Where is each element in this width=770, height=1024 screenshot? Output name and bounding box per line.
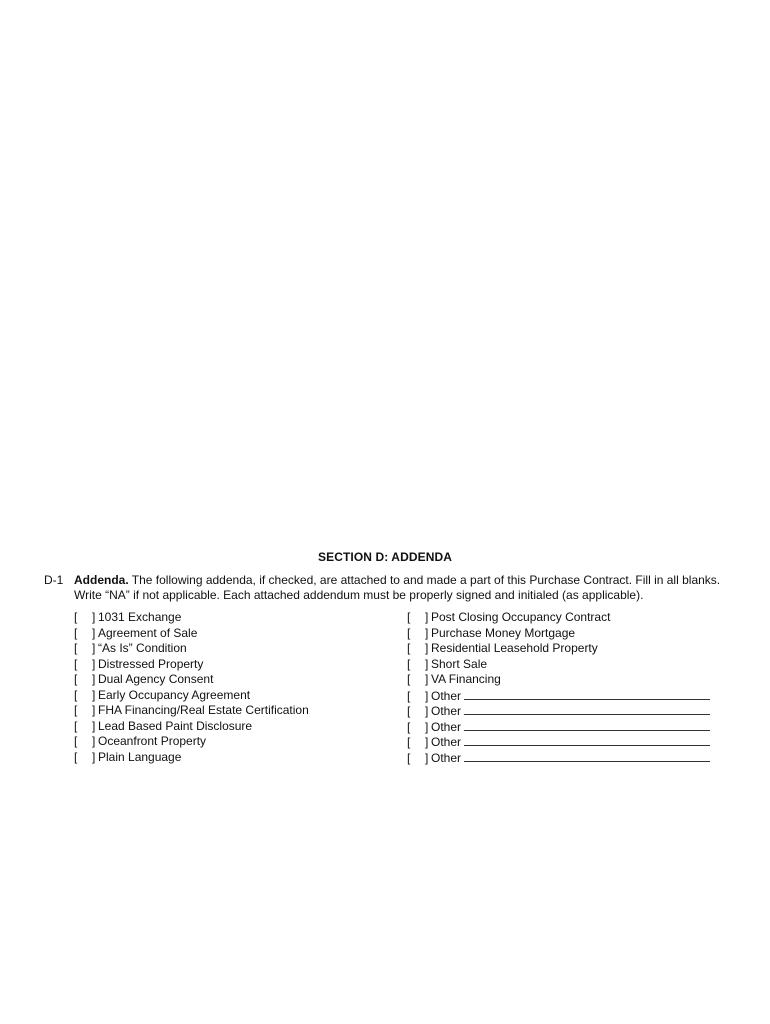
right-addenda-column	[407, 610, 717, 764]
addendum-label: Post Closing Occupancy Contract	[431, 610, 611, 624]
checkbox-close[interactable]: ]	[92, 734, 96, 748]
addendum-checkbox-row[interactable]	[74, 734, 374, 750]
addendum-checkbox-row[interactable]	[407, 657, 717, 673]
addendum-checkbox-row[interactable]	[407, 626, 717, 642]
addendum-checkbox-row[interactable]	[407, 688, 717, 704]
addendum-label: Plain Language	[98, 749, 182, 764]
checkbox-close[interactable]: ]	[92, 687, 96, 702]
addendum-label: Other	[431, 704, 462, 718]
addendum-checkbox-row[interactable]	[74, 657, 374, 673]
checkbox-close[interactable]: ]	[425, 735, 429, 749]
addendum-label: Other	[431, 750, 462, 765]
addenda-intro-line2: Write “NA” if not applicable. Each attached addendum must be properly signed and initialed (as applicable).	[74, 588, 644, 602]
addendum-label: Oceanfront Property	[98, 734, 207, 748]
checkbox-close[interactable]: ]	[425, 688, 429, 703]
checkbox-open[interactable]: [	[407, 625, 411, 640]
addendum-checkbox-row[interactable]	[407, 750, 717, 764]
checkbox-close[interactable]: ]	[92, 718, 96, 733]
addendum-checkbox-row[interactable]	[407, 641, 717, 657]
section-number: D-1	[44, 573, 64, 587]
addendum-checkbox-row[interactable]	[407, 672, 717, 688]
addendum-checkbox-row[interactable]	[407, 734, 717, 750]
checkbox-open[interactable]: [	[407, 735, 411, 749]
checkbox-open[interactable]: [	[74, 718, 78, 733]
checkbox-close[interactable]: ]	[92, 656, 96, 671]
addendum-label: Distressed Property	[98, 656, 204, 671]
addendum-checkbox-row[interactable]	[74, 688, 374, 704]
addendum-label: Agreement of Sale	[98, 625, 198, 640]
checkbox-open[interactable]: [	[407, 688, 411, 703]
addendum-checkbox-row[interactable]	[74, 719, 374, 735]
left-addenda-column	[74, 610, 374, 764]
addendum-checkbox-row[interactable]	[74, 610, 374, 626]
addendum-label: Dual Agency Consent	[98, 672, 214, 686]
addendum-label: VA Financing	[431, 672, 501, 686]
addendum-label: Early Occupancy Agreement	[98, 687, 251, 702]
addendum-checkbox-row[interactable]	[74, 626, 374, 642]
checkbox-close[interactable]: ]	[425, 672, 429, 686]
checkbox-close[interactable]: ]	[92, 749, 96, 764]
checkbox-open[interactable]: [	[74, 703, 78, 717]
checkbox-open[interactable]: [	[407, 750, 411, 765]
checkbox-open[interactable]: [	[407, 719, 411, 734]
addenda-heading: Addenda.	[74, 573, 129, 587]
checkbox-open[interactable]: [	[74, 610, 78, 624]
addendum-label: 1031 Exchange	[98, 610, 182, 624]
addendum-label: Other	[431, 688, 462, 703]
addendum-checkbox-row[interactable]	[407, 719, 717, 735]
checkbox-open[interactable]: [	[74, 672, 78, 686]
addendum-label: “As Is” Condition	[98, 641, 187, 655]
checkbox-open[interactable]: [	[74, 687, 78, 702]
addendum-label: Other	[431, 719, 462, 734]
checkbox-open[interactable]: [	[74, 734, 78, 748]
addenda-intro-line1: The following addenda, if checked, are attached to and made a part of this Purchase Contract. Fill in all blanks.	[128, 573, 721, 587]
addendum-label: Purchase Money Mortgage	[431, 625, 576, 640]
checkbox-close[interactable]: ]	[425, 704, 429, 718]
other-addendum-blank[interactable]	[464, 688, 710, 700]
other-addendum-blank[interactable]	[464, 719, 710, 731]
checkbox-open[interactable]: [	[74, 625, 78, 640]
checkbox-open[interactable]: [	[407, 656, 411, 671]
checkbox-open[interactable]: [	[407, 610, 411, 624]
checkbox-close[interactable]: ]	[425, 656, 429, 671]
addendum-checkbox-row[interactable]	[74, 641, 374, 657]
addendum-label: Lead Based Paint Disclosure	[98, 718, 253, 733]
checkbox-close[interactable]: ]	[92, 672, 96, 686]
checkbox-close[interactable]: ]	[92, 641, 96, 655]
checkbox-open[interactable]: [	[407, 672, 411, 686]
addenda-paragraph	[74, 573, 734, 603]
checkbox-close[interactable]: ]	[425, 641, 429, 655]
checkbox-open[interactable]: [	[74, 641, 78, 655]
checkbox-close[interactable]: ]	[92, 703, 96, 717]
addendum-checkbox-row[interactable]	[74, 672, 374, 688]
checkbox-close[interactable]: ]	[425, 750, 429, 765]
checkbox-open[interactable]: [	[74, 656, 78, 671]
addendum-label: Residential Leasehold Property	[431, 641, 598, 655]
checkbox-close[interactable]: ]	[425, 610, 429, 624]
addendum-label: Short Sale	[431, 656, 488, 671]
checkbox-open[interactable]: [	[407, 641, 411, 655]
addendum-checkbox-row[interactable]	[74, 703, 374, 719]
addendum-checkbox-row[interactable]	[407, 703, 717, 719]
section-title: SECTION D: ADDENDA	[317, 550, 453, 564]
other-addendum-blank[interactable]	[464, 734, 710, 746]
checkbox-close[interactable]: ]	[92, 625, 96, 640]
addendum-checkbox-row[interactable]	[407, 610, 717, 626]
checkbox-open[interactable]: [	[407, 704, 411, 718]
checkbox-close[interactable]: ]	[92, 610, 96, 624]
addendum-label: FHA Financing/Real Estate Certification	[98, 703, 309, 717]
other-addendum-blank[interactable]	[464, 703, 710, 715]
checkbox-close[interactable]: ]	[425, 719, 429, 734]
addendum-checkbox-row[interactable]	[74, 750, 374, 764]
addendum-label: Other	[431, 735, 462, 749]
other-addendum-blank[interactable]	[464, 750, 710, 762]
checkbox-open[interactable]: [	[74, 749, 78, 764]
checkbox-close[interactable]: ]	[425, 625, 429, 640]
